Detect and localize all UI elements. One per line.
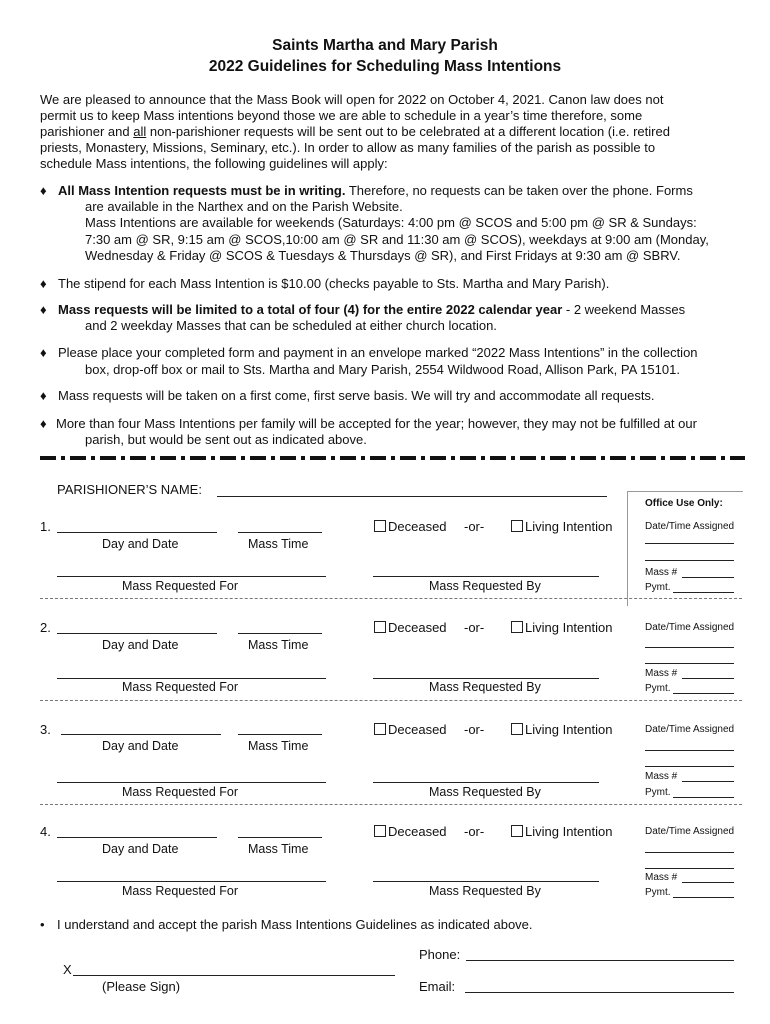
mass-time-label: Mass Time: [248, 739, 309, 753]
living-checkbox[interactable]: [511, 520, 523, 532]
bullet-text: - 2 weekend Masses: [562, 302, 686, 317]
date-time-assigned-field[interactable]: [645, 647, 734, 648]
payment-field[interactable]: [673, 897, 734, 898]
bullet-line: box, drop-off box or mail to Sts. Martha and Mary Parish, 2554 Wildwood Road, Allison Park, PA 15101.: [85, 362, 680, 377]
bullet-text: Please place your completed form and payment in an envelope marked “2022 Mass Intentions” in the collection: [58, 345, 698, 360]
living-checkbox[interactable]: [511, 621, 523, 633]
living-checkbox[interactable]: [511, 723, 523, 735]
intro-line: We are pleased to announce that the Mass Book will open for 2022 on October 4, 2021. Canon law does not: [40, 92, 664, 107]
deceased-option[interactable]: [374, 519, 447, 534]
living-label: Living Intention: [525, 620, 613, 635]
parishioner-name-field[interactable]: [217, 496, 607, 497]
cut-line-divider: [40, 456, 745, 460]
payment-field[interactable]: [673, 592, 734, 593]
date-time-assigned-field[interactable]: [645, 663, 734, 664]
day-date-label: Day and Date: [102, 537, 179, 551]
deceased-option[interactable]: [374, 722, 447, 737]
mass-number-field[interactable]: [682, 577, 734, 578]
mass-time-label: Mass Time: [248, 638, 309, 652]
payment-field[interactable]: [673, 797, 734, 798]
date-time-assigned-field[interactable]: [645, 868, 734, 869]
deceased-checkbox[interactable]: [374, 520, 386, 532]
entry-number: 1.: [40, 519, 51, 534]
intro-line: priests, Monastery, Missions, Seminary, etc.). In order to allow as many families of the parish as possible to: [40, 140, 656, 155]
mass-time-field[interactable]: [238, 633, 322, 634]
or-text: -or-: [464, 824, 485, 839]
diamond-icon: ♦: [40, 276, 47, 291]
requested-for-label: Mass Requested For: [122, 884, 239, 898]
date-time-assigned-field[interactable]: [645, 560, 734, 561]
phone-field[interactable]: [466, 960, 734, 961]
guideline-bullet: [40, 302, 685, 318]
intro-text: parishioner and: [40, 124, 134, 139]
entry-number: 2.: [40, 620, 51, 635]
requested-by-field[interactable]: [373, 881, 599, 882]
phone-label: Phone:: [419, 947, 461, 962]
bullet-line: are available in the Narthex and on the Parish Website.: [85, 199, 403, 214]
date-time-assigned-field[interactable]: [645, 750, 734, 751]
mass-time-label: Mass Time: [248, 537, 309, 551]
email-field[interactable]: [465, 992, 734, 993]
requested-by-field[interactable]: [373, 576, 599, 577]
bullet-text: Therefore, no requests can be taken over the phone. Forms: [345, 183, 693, 198]
bullet-bold-text: All Mass Intention requests must be in writing.: [58, 183, 346, 198]
diamond-icon: ♦: [40, 416, 47, 431]
deceased-label: Deceased: [388, 722, 447, 737]
requested-by-label: Mass Requested By: [429, 884, 541, 898]
guideline-bullet: [40, 416, 697, 432]
signature-x: X: [63, 962, 72, 977]
mass-time-field[interactable]: [238, 837, 322, 838]
day-date-label: Day and Date: [102, 739, 179, 753]
living-label: Living Intention: [525, 824, 613, 839]
acceptance-statement: [40, 917, 533, 932]
intro-line: [40, 124, 670, 140]
requested-by-label: Mass Requested By: [429, 579, 541, 593]
intro-underlined: all: [133, 124, 147, 139]
bullet-text: The stipend for each Mass Intention is $10.00 (checks payable to Sts. Martha and Mary Parish).: [58, 276, 610, 291]
payment-label: Pymt.: [645, 787, 671, 798]
deceased-checkbox[interactable]: [374, 621, 386, 633]
requested-for-field[interactable]: [57, 782, 326, 783]
bullet-line: and 2 weekday Masses that can be scheduled at either church location.: [85, 318, 497, 333]
mass-number-label: Mass #: [645, 872, 678, 883]
requested-for-label: Mass Requested For: [122, 680, 239, 694]
deceased-checkbox[interactable]: [374, 723, 386, 735]
mass-number-label: Mass #: [645, 771, 678, 782]
date-time-assigned-field[interactable]: [645, 766, 734, 767]
guideline-bullet: [40, 388, 655, 404]
date-time-assigned-label: Date/Time Assigned: [645, 521, 735, 532]
requested-by-label: Mass Requested By: [429, 785, 541, 799]
mass-number-field[interactable]: [682, 781, 734, 782]
mass-time-label: Mass Time: [248, 842, 309, 856]
guideline-bullet: [40, 276, 609, 292]
payment-label: Pymt.: [645, 582, 671, 593]
mass-number-label: Mass #: [645, 567, 678, 578]
living-option[interactable]: [511, 722, 612, 737]
day-date-field[interactable]: [57, 837, 217, 838]
or-text: -or-: [464, 722, 485, 737]
parishioner-name-label: PARISHIONER’S NAME:: [57, 482, 202, 497]
mass-time-field[interactable]: [238, 532, 322, 533]
date-time-assigned-field[interactable]: [645, 852, 734, 853]
date-time-assigned-label: Date/Time Assigned: [645, 622, 735, 633]
deceased-option[interactable]: [374, 620, 447, 635]
intro-line: schedule Mass intentions, the following guidelines will apply:: [40, 156, 388, 171]
bullet-bold-text: Mass requests will be limited to a total of four (4) for the entire 2022 calendar year: [58, 302, 563, 317]
day-date-label: Day and Date: [102, 842, 179, 856]
entry-divider: [40, 700, 742, 701]
entry-number: 4.: [40, 824, 51, 839]
intro-line: permit us to keep Mass intentions beyond those we are able to schedule in a year’s time therefore, some: [40, 108, 643, 123]
requested-for-label: Mass Requested For: [122, 785, 239, 799]
day-date-field[interactable]: [57, 633, 217, 634]
diamond-icon: ♦: [40, 388, 47, 403]
deceased-label: Deceased: [388, 620, 447, 635]
date-time-assigned-field[interactable]: [645, 543, 734, 544]
guideline-bullet: [40, 183, 693, 199]
requested-by-field[interactable]: [373, 782, 599, 783]
day-date-field[interactable]: [61, 734, 221, 735]
requested-for-field[interactable]: [57, 881, 326, 882]
date-time-assigned-label: Date/Time Assigned: [645, 724, 735, 735]
entry-divider: [40, 598, 742, 599]
signature-field[interactable]: [73, 975, 395, 976]
office-use-title: Office Use Only:: [645, 498, 723, 509]
bullet-line: Wednesday & Friday @ SCOS & Tuesdays & Thursdays @ SR), and First Fridays at 9:30 am @ SBRV.: [85, 248, 681, 263]
page-title: Saints Martha and Mary Parish: [272, 37, 498, 54]
payment-label: Pymt.: [645, 887, 671, 898]
entry-divider: [40, 804, 742, 805]
requested-by-field[interactable]: [373, 678, 599, 679]
bullet-text: More than four Mass Intentions per family will be accepted for the year; however, they may not be fulfilled at our: [56, 416, 697, 431]
bullet-line: 7:30 am @ SR, 9:15 am @ SCOS,10:00 am @ SR and 11:30 am @ SCOS), weekdays at 9:00 am (Monday,: [85, 232, 709, 247]
deceased-label: Deceased: [388, 519, 447, 534]
entry-number: 3.: [40, 722, 51, 737]
or-text: -or-: [464, 620, 485, 635]
date-time-assigned-label: Date/Time Assigned: [645, 826, 735, 837]
day-date-label: Day and Date: [102, 638, 179, 652]
mass-number-label: Mass #: [645, 668, 678, 679]
living-checkbox[interactable]: [511, 825, 523, 837]
requested-for-field[interactable]: [57, 576, 326, 577]
diamond-icon: ♦: [40, 302, 47, 317]
requested-for-label: Mass Requested For: [122, 579, 239, 593]
living-option[interactable]: [511, 620, 612, 635]
living-label: Living Intention: [525, 519, 613, 534]
bullet-dot-icon: •: [40, 917, 45, 932]
email-label: Email:: [419, 979, 456, 994]
bullet-text: Mass requests will be taken on a first come, first serve basis. We will try and accommodate all requests.: [58, 388, 655, 403]
acceptance-text: I understand and accept the parish Mass Intentions Guidelines as indicated above.: [57, 917, 533, 932]
deceased-option[interactable]: [374, 824, 447, 839]
mass-number-field[interactable]: [682, 678, 734, 679]
guideline-bullet: [40, 345, 698, 361]
signature-label: (Please Sign): [102, 979, 181, 994]
payment-field[interactable]: [673, 693, 734, 694]
requested-by-label: Mass Requested By: [429, 680, 541, 694]
diamond-icon: ♦: [40, 345, 47, 360]
day-date-field[interactable]: [57, 532, 217, 533]
living-label: Living Intention: [525, 722, 613, 737]
deceased-checkbox[interactable]: [374, 825, 386, 837]
mass-time-field[interactable]: [238, 734, 322, 735]
intro-text: non-parishioner requests will be sent out to be celebrated at a different location (i.e. retired: [146, 124, 670, 139]
requested-for-field[interactable]: [57, 678, 326, 679]
living-option[interactable]: [511, 519, 612, 534]
diamond-icon: ♦: [40, 183, 47, 198]
bullet-line: parish, but would be sent out as indicated above.: [85, 432, 367, 447]
mass-number-field[interactable]: [682, 882, 734, 883]
deceased-label: Deceased: [388, 824, 447, 839]
bullet-line: Mass Intentions are available for weekends (Saturdays: 4:00 pm @ SCOS and 5:00 pm @ SR & Sundays:: [85, 215, 697, 230]
or-text: -or-: [464, 519, 485, 534]
living-option[interactable]: [511, 824, 612, 839]
payment-label: Pymt.: [645, 683, 671, 694]
page-subtitle: 2022 Guidelines for Scheduling Mass Intentions: [208, 58, 562, 75]
